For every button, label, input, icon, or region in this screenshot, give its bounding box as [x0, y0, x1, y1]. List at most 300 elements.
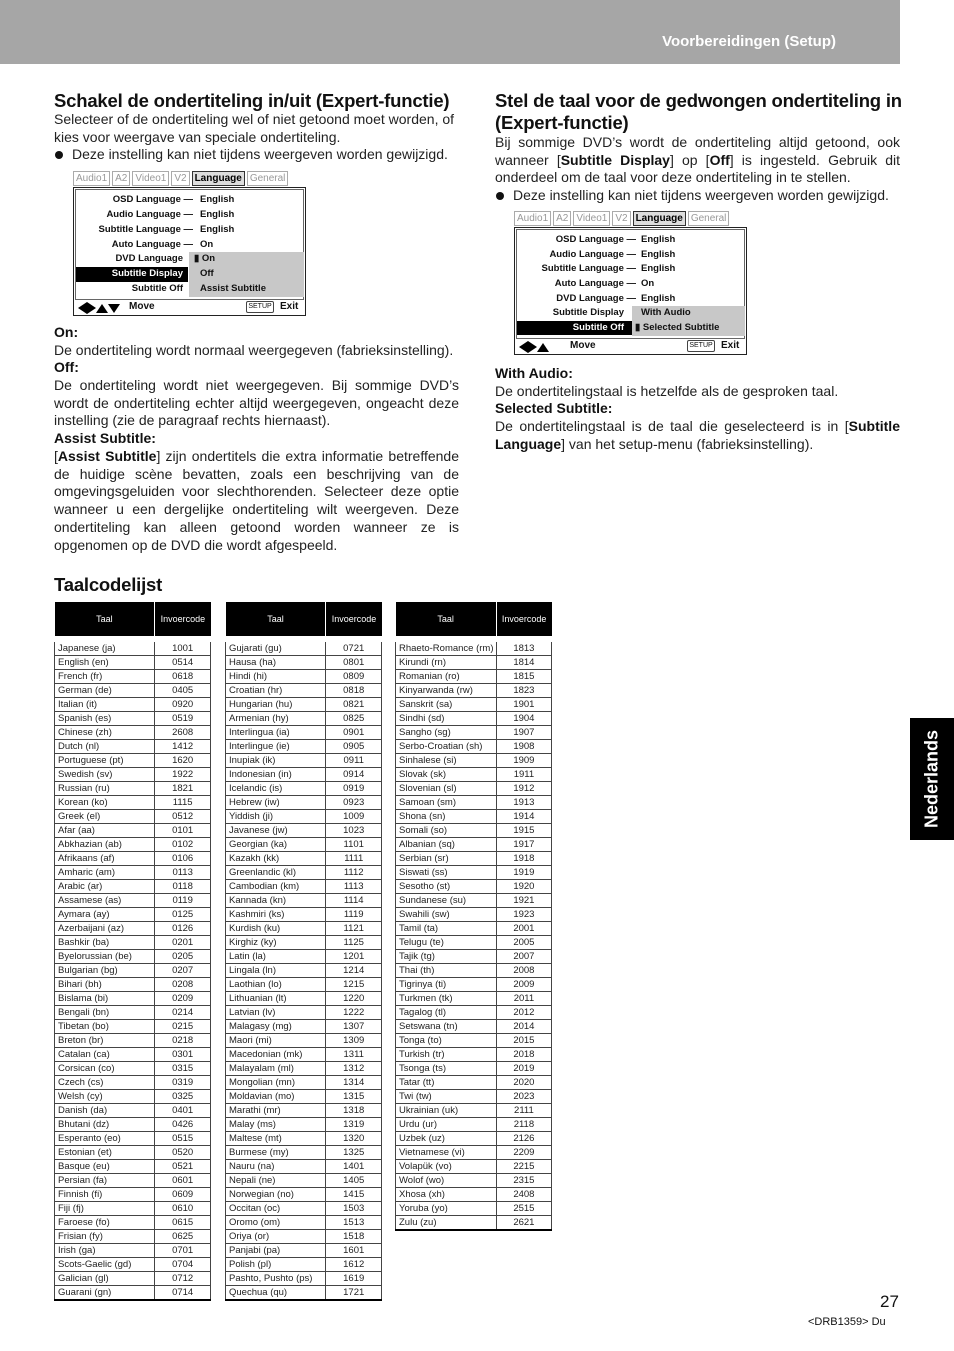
- language-code: 0106: [155, 852, 211, 866]
- language-code: 1620: [155, 754, 211, 768]
- osd-row: Audio Language — English: [106, 209, 235, 220]
- language-name: Chinese (zh): [55, 726, 155, 740]
- language-name: Hausa (ha): [226, 656, 326, 670]
- language-name: Armenian (hy): [226, 712, 326, 726]
- language-code: 2011: [496, 992, 551, 1006]
- table-row: [226, 992, 382, 1006]
- language-code: 2023: [496, 1090, 551, 1104]
- language-name: Afrikaans (af): [55, 852, 155, 866]
- language-code: 1907: [496, 726, 551, 740]
- language-name: Catalan (ca): [55, 1048, 155, 1062]
- column-header-language: Taal: [55, 602, 155, 636]
- column-header-language: Taal: [226, 602, 326, 636]
- language-name: Sanskrit (sa): [396, 698, 497, 712]
- language-name: Serbian (sr): [396, 852, 497, 866]
- language-name: Amharic (am): [55, 866, 155, 880]
- language-code: 1201: [326, 950, 382, 964]
- table-row: [55, 824, 211, 838]
- language-name: Samoan (sm): [396, 796, 497, 810]
- language-code: 0615: [155, 1216, 211, 1230]
- language-code: 0601: [155, 1174, 211, 1188]
- osd-tab-audio1: Audio1: [73, 171, 110, 186]
- language-code: 1314: [326, 1076, 382, 1090]
- language-name: Gujarati (gu): [226, 642, 326, 656]
- language-code: 1215: [326, 978, 382, 992]
- section-title: Voorbereidingen (Setup): [662, 33, 836, 50]
- osd-footer: [74, 299, 305, 315]
- language-name: Byelorussian (be): [55, 950, 155, 964]
- language-code: 1518: [326, 1230, 382, 1244]
- table-row: [396, 768, 552, 782]
- table-row: [226, 1020, 382, 1034]
- table-row: [226, 782, 382, 796]
- table-row: [396, 1118, 552, 1132]
- language-name: Kinyarwanda (rw): [396, 684, 497, 698]
- language-name: Fiji (fj): [55, 1202, 155, 1216]
- language-name: Interlingua (ia): [226, 726, 326, 740]
- table-row: [396, 1160, 552, 1174]
- table-row: [226, 1272, 382, 1286]
- language-code: 2118: [496, 1118, 551, 1132]
- osd-tab-language: Language: [633, 211, 686, 226]
- language-code: 0914: [326, 768, 382, 782]
- language-name: Italian (it): [55, 698, 155, 712]
- osd-row: Auto Language — On: [111, 239, 214, 250]
- language-name: Korean (ko): [55, 796, 155, 810]
- table-row: [226, 1118, 382, 1132]
- table-row: [396, 922, 552, 936]
- osd-tabs: [73, 171, 290, 186]
- language-name: Greenlandic (kl): [226, 866, 326, 880]
- table-row: [226, 1202, 382, 1216]
- table-row: [55, 1118, 211, 1132]
- table-row: [396, 656, 552, 670]
- language-name: Nauru (na): [226, 1160, 326, 1174]
- language-name: Assamese (as): [55, 894, 155, 908]
- table-row: [396, 698, 552, 712]
- language-code: 1513: [326, 1216, 382, 1230]
- language-code: 0118: [155, 880, 211, 894]
- language-name: Greek (el): [55, 810, 155, 824]
- osd-row: Auto Language — On: [554, 278, 655, 289]
- language-code: 1612: [326, 1258, 382, 1272]
- language-name: Japanese (ja): [55, 642, 155, 656]
- column-header-code: Invoercode: [326, 602, 382, 636]
- language-name: Romanian (ro): [396, 670, 497, 684]
- language-name: Volapük (vo): [396, 1160, 497, 1174]
- language-code: 0301: [155, 1048, 211, 1062]
- language-code: 1914: [496, 810, 551, 824]
- table-row: [55, 1048, 211, 1062]
- language-code: 1220: [326, 992, 382, 1006]
- language-code: 0911: [326, 754, 382, 768]
- language-name: Javanese (jw): [226, 824, 326, 838]
- language-name: Burmese (my): [226, 1146, 326, 1160]
- language-code: 0721: [326, 642, 382, 656]
- table-row: [396, 796, 552, 810]
- table-row: [55, 1174, 211, 1188]
- language-code: 0625: [155, 1230, 211, 1244]
- table-row: [226, 740, 382, 754]
- language-name: Latvian (lv): [226, 1006, 326, 1020]
- language-code: 1111: [326, 852, 382, 866]
- table-row: [226, 1034, 382, 1048]
- table-row: [226, 1076, 382, 1090]
- language-name: Hebrew (iw): [226, 796, 326, 810]
- language-code: 1315: [326, 1090, 382, 1104]
- table-row: [396, 880, 552, 894]
- language-code: 1114: [326, 894, 382, 908]
- language-code: 2209: [496, 1146, 551, 1160]
- osd-tab-a2: A2: [112, 171, 130, 186]
- language-code: 0102: [155, 838, 211, 852]
- language-name: Urdu (ur): [396, 1118, 497, 1132]
- table-row: [396, 950, 552, 964]
- table-row: [226, 1160, 382, 1174]
- language-code: 0901: [326, 726, 382, 740]
- language-code: 1405: [326, 1174, 382, 1188]
- language-name: Bengali (bn): [55, 1006, 155, 1020]
- language-name: Norwegian (no): [226, 1188, 326, 1202]
- table-row: [226, 880, 382, 894]
- language-name: Bhutani (dz): [55, 1118, 155, 1132]
- language-code: 2111: [496, 1104, 551, 1118]
- table-row: [396, 712, 552, 726]
- language-code: 0618: [155, 670, 211, 684]
- language-code: 2215: [496, 1160, 551, 1174]
- table-row: [396, 866, 552, 880]
- language-name: Marathi (mr): [226, 1104, 326, 1118]
- language-code: 1115: [155, 796, 211, 810]
- on-label: On:: [54, 324, 79, 340]
- language-code: 1214: [326, 964, 382, 978]
- language-name: Estonian (et): [55, 1146, 155, 1160]
- language-name: Shona (sn): [396, 810, 497, 824]
- language-code: 0712: [155, 1272, 211, 1286]
- language-name: Kirundi (rn): [396, 656, 497, 670]
- table-row: [226, 1048, 382, 1062]
- language-code: 0426: [155, 1118, 211, 1132]
- language-code: 0319: [155, 1076, 211, 1090]
- table-row: [396, 1146, 552, 1160]
- language-name: Tajik (tg): [396, 950, 497, 964]
- language-code: 1222: [326, 1006, 382, 1020]
- language-code: 1312: [326, 1062, 382, 1076]
- language-code: 0325: [155, 1090, 211, 1104]
- table-row: [55, 1062, 211, 1076]
- language-name: Oriya (or): [226, 1230, 326, 1244]
- language-name: Bihari (bh): [55, 978, 155, 992]
- osd-screen-forced-subtitle: [514, 211, 747, 355]
- language-name: Slovak (sk): [396, 768, 497, 782]
- setup-key-icon: SETUP: [687, 340, 715, 352]
- language-name: Swedish (sv): [55, 768, 155, 782]
- language-name: Wolof (wo): [396, 1174, 497, 1188]
- language-code: 0905: [326, 740, 382, 754]
- osd-row: OSD Language — English: [555, 234, 676, 245]
- table-row: [226, 642, 382, 656]
- language-name: Latin (la): [226, 950, 326, 964]
- language-name: Malagasy (mg): [226, 1020, 326, 1034]
- language-code-table-1: [54, 602, 211, 1301]
- column-header-language: Taal: [396, 602, 497, 636]
- osd-row: Subtitle Display Off: [111, 268, 214, 279]
- language-name: Hungarian (hu): [226, 698, 326, 712]
- table-row: [55, 1020, 211, 1034]
- table-row: [55, 852, 211, 866]
- table-row: [396, 642, 552, 656]
- column-header-code: Invoercode: [496, 602, 551, 636]
- language-code: 0126: [155, 922, 211, 936]
- table-row: [55, 1286, 211, 1301]
- table-row: [55, 1090, 211, 1104]
- language-name: Bulgarian (bg): [55, 964, 155, 978]
- language-code: 2008: [496, 964, 551, 978]
- language-side-tab: [910, 718, 954, 840]
- table-row: [396, 992, 552, 1006]
- table-row: [396, 782, 552, 796]
- language-code: 0821: [326, 698, 382, 712]
- table-row: [55, 978, 211, 992]
- language-name: Albanian (sq): [396, 838, 497, 852]
- language-name: Georgian (ka): [226, 838, 326, 852]
- language-code: 1901: [496, 698, 551, 712]
- language-code: 0119: [155, 894, 211, 908]
- language-name: Maori (mi): [226, 1034, 326, 1048]
- osd-row: OSD Language — English: [112, 194, 235, 205]
- table-row: [226, 684, 382, 698]
- language-code-list-title: Taalcodelijst: [54, 574, 163, 595]
- language-code: 1503: [326, 1202, 382, 1216]
- table-row: [396, 810, 552, 824]
- table-row: [55, 1244, 211, 1258]
- language-code: 1913: [496, 796, 551, 810]
- language-name: Aymara (ay): [55, 908, 155, 922]
- table-row: [226, 810, 382, 824]
- table-row: [55, 964, 211, 978]
- language-name: Yiddish (ji): [226, 810, 326, 824]
- language-code: 1309: [326, 1034, 382, 1048]
- language-name: Bislama (bi): [55, 992, 155, 1006]
- language-name: French (fr): [55, 670, 155, 684]
- table-row: [396, 1174, 552, 1188]
- table-row: [55, 894, 211, 908]
- language-code: 1601: [326, 1244, 382, 1258]
- table-row: [396, 670, 552, 684]
- table-row: [55, 1034, 211, 1048]
- table-row: [55, 1272, 211, 1286]
- off-label: Off:: [54, 359, 79, 375]
- language-name: Lingala (ln): [226, 964, 326, 978]
- language-code: 0512: [155, 810, 211, 824]
- language-name: Vietnamese (vi): [396, 1146, 497, 1160]
- table-row: [226, 866, 382, 880]
- table-row: [396, 852, 552, 866]
- column-header-code: Invoercode: [155, 602, 211, 636]
- language-code: 2007: [496, 950, 551, 964]
- language-code: 2009: [496, 978, 551, 992]
- language-code: 1023: [326, 824, 382, 838]
- osd-footer: [515, 338, 746, 354]
- language-code: 1912: [496, 782, 551, 796]
- osd-tab-v2: V2: [612, 211, 630, 226]
- language-name: Swahili (sw): [396, 908, 497, 922]
- table-row: [226, 754, 382, 768]
- language-code: 0801: [326, 656, 382, 670]
- language-code: 0521: [155, 1160, 211, 1174]
- language-name: Occitan (oc): [226, 1202, 326, 1216]
- table-row: [55, 936, 211, 950]
- osd-row: Subtitle Language — English: [98, 224, 235, 235]
- osd-tab-video1: Video1: [573, 211, 610, 226]
- language-name: Kazakh (kk): [226, 852, 326, 866]
- table-row: [55, 1146, 211, 1160]
- language-code: 0201: [155, 936, 211, 950]
- table-row: [226, 1188, 382, 1202]
- language-name: Tsonga (ts): [396, 1062, 497, 1076]
- table-row: [396, 936, 552, 950]
- language-code: 1121: [326, 922, 382, 936]
- language-code: 1918: [496, 852, 551, 866]
- language-name: Welsh (cy): [55, 1090, 155, 1104]
- language-code: 0207: [155, 964, 211, 978]
- language-code: 1311: [326, 1048, 382, 1062]
- language-code: 1318: [326, 1104, 382, 1118]
- language-name: Afar (aa): [55, 824, 155, 838]
- table-row: [396, 1188, 552, 1202]
- table-row: [226, 1286, 382, 1301]
- language-name: Inupiak (ik): [226, 754, 326, 768]
- language-name: Dutch (nl): [55, 740, 155, 754]
- language-name: Sesotho (st): [396, 880, 497, 894]
- table-row: [55, 1188, 211, 1202]
- language-name: Kurdish (ku): [226, 922, 326, 936]
- language-name: Maltese (mt): [226, 1132, 326, 1146]
- table-row: [55, 866, 211, 880]
- language-code: 1821: [155, 782, 211, 796]
- right-bullet: Deze instelling kan niet tijdens weergeven worden gewijzigd.: [495, 187, 905, 205]
- language-code: 0610: [155, 1202, 211, 1216]
- osd-tab-video1: Video1: [132, 171, 169, 186]
- language-name: Twi (tw): [396, 1090, 497, 1104]
- language-code: 2015: [496, 1034, 551, 1048]
- table-row: [396, 1132, 552, 1146]
- language-name: Nepali (ne): [226, 1174, 326, 1188]
- osd-row: Subtitle Off ▮ Selected Subtitle: [572, 322, 720, 333]
- language-code: 2001: [496, 922, 551, 936]
- language-code: 2126: [496, 1132, 551, 1146]
- language-code: 1325: [326, 1146, 382, 1160]
- language-code: 0818: [326, 684, 382, 698]
- osd-row: Subtitle Language — English: [541, 263, 676, 274]
- language-name: English (en): [55, 656, 155, 670]
- table-row: [226, 1244, 382, 1258]
- table-row: [396, 740, 552, 754]
- language-code: 2014: [496, 1020, 551, 1034]
- language-name: Sinhalese (si): [396, 754, 497, 768]
- language-code: 1319: [326, 1118, 382, 1132]
- language-name: Yoruba (yo): [396, 1202, 497, 1216]
- language-name: Bashkir (ba): [55, 936, 155, 950]
- table-row: [226, 978, 382, 992]
- language-name: Esperanto (eo): [55, 1132, 155, 1146]
- language-code: 0515: [155, 1132, 211, 1146]
- language-name: Setswana (tn): [396, 1020, 497, 1034]
- language-code: 0315: [155, 1062, 211, 1076]
- language-code: 0209: [155, 992, 211, 1006]
- table-row: [55, 922, 211, 936]
- language-name: Siswati (ss): [396, 866, 497, 880]
- language-name: Serbo-Croatian (sh): [396, 740, 497, 754]
- table-row: [55, 796, 211, 810]
- language-code: 1909: [496, 754, 551, 768]
- arrow-keys-icon: [78, 301, 120, 317]
- osd-row: DVD Language — English: [556, 293, 676, 304]
- language-name: Spanish (es): [55, 712, 155, 726]
- table-row: [396, 1020, 552, 1034]
- osd-frame: [73, 187, 306, 316]
- language-name: Basque (eu): [55, 1160, 155, 1174]
- table-row: [55, 712, 211, 726]
- table-row: [226, 894, 382, 908]
- language-code: 1125: [326, 936, 382, 950]
- table-row: [226, 838, 382, 852]
- table-row: [226, 1104, 382, 1118]
- table-row: [55, 1132, 211, 1146]
- language-code: 0609: [155, 1188, 211, 1202]
- language-code: 2315: [496, 1174, 551, 1188]
- language-code: 0701: [155, 1244, 211, 1258]
- language-code: 1307: [326, 1020, 382, 1034]
- language-code: 1401: [326, 1160, 382, 1174]
- language-code: 1113: [326, 880, 382, 894]
- table-row: [55, 1230, 211, 1244]
- language-name: Tamil (ta): [396, 922, 497, 936]
- table-row: [396, 1216, 552, 1231]
- language-name: Malayalam (ml): [226, 1062, 326, 1076]
- table-row: [396, 1062, 552, 1076]
- table-row: [55, 1160, 211, 1174]
- selected-subtitle-text: De ondertitelingstaal is de taal die geselecteerd is in [Subtitle Language] van het setup-menu (fabrieksinstelling).: [495, 418, 900, 452]
- language-name: Uzbek (uz): [396, 1132, 497, 1146]
- language-code: 0125: [155, 908, 211, 922]
- osd-row: Subtitle Off Assist Subtitle: [131, 283, 266, 294]
- table-row: [226, 964, 382, 978]
- table-row: [226, 950, 382, 964]
- table-row: [396, 1090, 552, 1104]
- language-name: Indonesian (in): [226, 768, 326, 782]
- table-row: [226, 922, 382, 936]
- language-name: Danish (da): [55, 1104, 155, 1118]
- table-row: [55, 1216, 211, 1230]
- language-code: 0401: [155, 1104, 211, 1118]
- language-code: 2408: [496, 1188, 551, 1202]
- header-bar: [0, 0, 900, 64]
- table-row: [226, 726, 382, 740]
- left-intro: Selecteer of de ondertiteling wel of niet getoond moet worden, of kies voor weergave van speciale ondertiteling.: [54, 111, 455, 145]
- language-code: 1823: [496, 684, 551, 698]
- language-name: Kashmiri (ks): [226, 908, 326, 922]
- language-name: Somali (so): [396, 824, 497, 838]
- language-name: Arabic (ar): [55, 880, 155, 894]
- table-row: [226, 936, 382, 950]
- language-code: 2018: [496, 1048, 551, 1062]
- language-code: 1001: [155, 642, 211, 656]
- osd-tab-general: General: [688, 211, 730, 226]
- language-name: Polish (pl): [226, 1258, 326, 1272]
- table-row: [226, 768, 382, 782]
- language-code: 2019: [496, 1062, 551, 1076]
